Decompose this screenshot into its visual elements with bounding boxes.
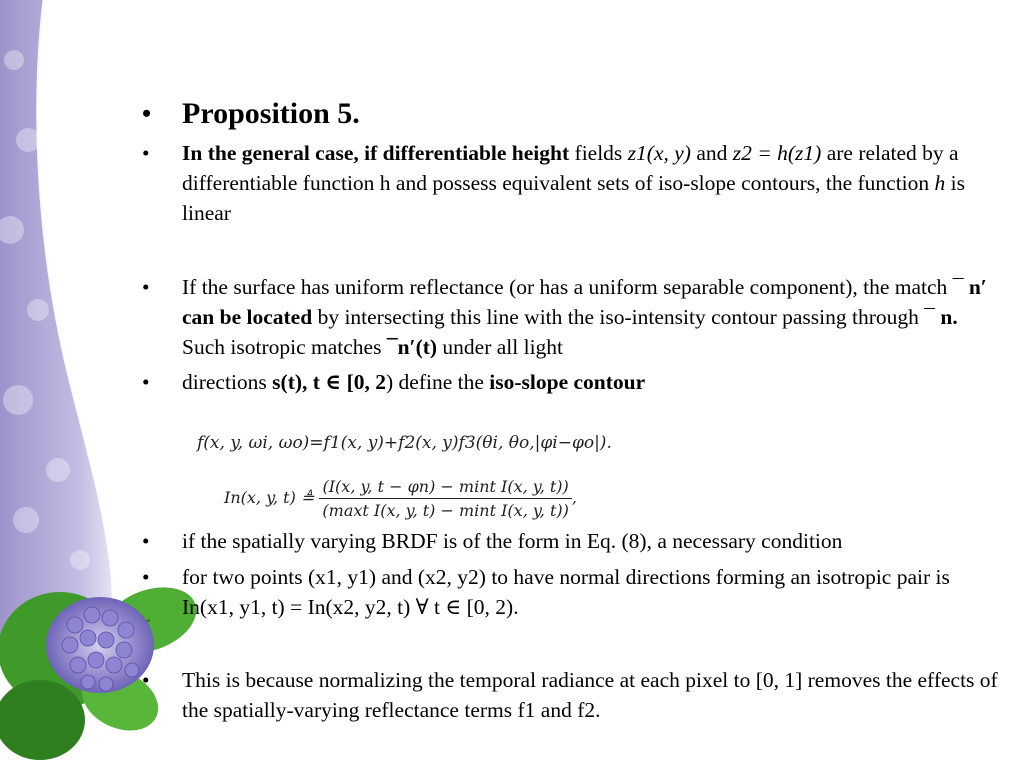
- brdf-equation: f(x, y, ωi, ωo)=f1(x, y)+f2(x, y)f3(θi, θo,|φi−φo|).: [197, 433, 612, 453]
- bullet-isotropic-pair-condition: • for two points (x1, y1) and (x2, y2) to have normal directions forming an isotropic pair is In(x1, y1, t) = In(x2, y2, t) ∀ t ∈ [0, 2).: [142, 565, 950, 619]
- slide-content: [142, 92, 1002, 725]
- bullet-proposition-statement: • In the general case, if differentiable height fields z1(x, y) and z2 = h(z1) are related by a differentiable function h and possess equivalent sets of iso-slope contours, the function h is linear: [142, 141, 966, 225]
- slide-title: • Proposition 5.: [142, 97, 360, 130]
- normalized-intensity-equation: In(x, y, t) ≜ $\frac{\text{(I(x, y, t − φn) − mint I(x, y, t))}}{\text{(maxt I(x, y, t) − mint I(x, y, t))}}$ ,: [224, 477, 577, 520]
- bullet-normalization-explanation: • This is because normalizing the temporal radiance at each pixel to [0, 1] removes the effects of the spatially-varying reflectance terms f1 and f2.: [142, 668, 998, 722]
- bullet-uniform-reflectance: • If the surface has uniform reflectance (or has a uniform separable component), the match ¯ n′ can be located by intersecting this line with the iso-intensity contour passing through ¯ n. Such isotropic matches ¯n′(t) under all light: [142, 275, 987, 359]
- bullet-spatially-varying-brdf: • if the spatially varying BRDF is of the form in Eq. (8), a necessary condition: [142, 529, 843, 553]
- bullet-light-directions: • directions s(t), t ∈ [0, 2) define the iso-slope contour: [142, 370, 646, 394]
